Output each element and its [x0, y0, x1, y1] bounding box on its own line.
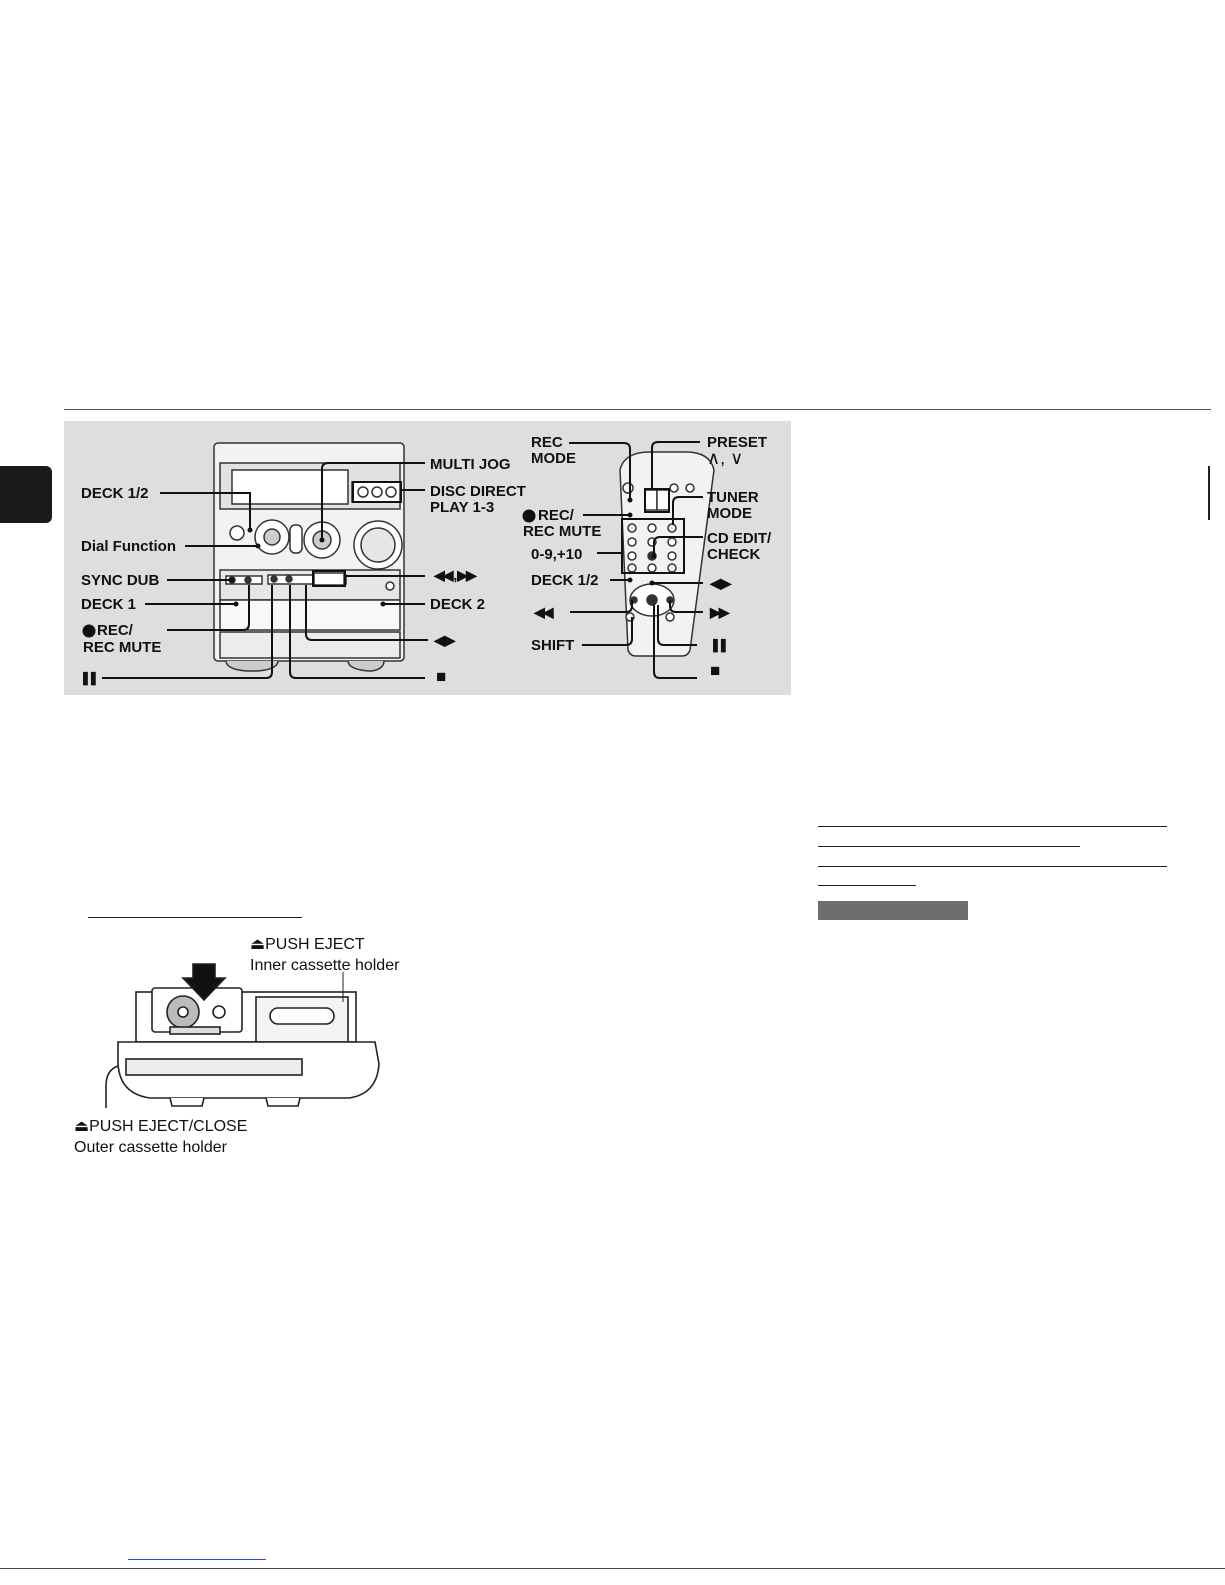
pause-remote-icon: ❚❚ — [710, 637, 726, 652]
text-line-1 — [818, 826, 1167, 827]
label-rec-remote-line2: REC MUTE — [523, 523, 602, 540]
label-tuner-mode-line1: TUNER — [707, 489, 759, 506]
label-deck2: DECK 2 — [430, 596, 486, 613]
record-dot-icon — [83, 625, 96, 638]
label-push-eject-close: ⏏PUSH EJECT/CLOSE — [74, 1118, 248, 1135]
label-rec-unit-line2: REC MUTE — [83, 639, 162, 656]
label-rec-remote-line1: REC/ — [538, 507, 574, 524]
text-line-2 — [818, 846, 1080, 847]
label-outer-holder: Outer cassette holder — [74, 1139, 227, 1156]
cassette-deck-illustration — [106, 964, 379, 1108]
record-dot-icon — [523, 510, 536, 523]
bottom-link-underline[interactable] — [128, 1559, 266, 1560]
rew-remote-icon: ◀◀ — [534, 604, 552, 620]
label-rec-mode-line2: MODE — [531, 450, 576, 467]
label-deck1: DECK 1 — [81, 596, 137, 613]
label-sync-dub: SYNC DUB — [81, 572, 160, 589]
label-deck12-remote: DECK 1/2 — [531, 572, 599, 589]
label-inner-holder: Inner cassette holder — [250, 957, 400, 974]
stereo-unit-illustration — [214, 443, 404, 671]
label-cd-edit-line2: CHECK — [707, 546, 761, 563]
label-tuner-mode-line2: MODE — [707, 505, 752, 522]
stop-remote-icon: ■ — [710, 661, 721, 680]
text-line-3 — [818, 866, 1167, 867]
label-dial-function: Dial Function — [81, 538, 176, 555]
ff-remote-icon: ▶▶ — [710, 604, 728, 620]
label-digits: 0-9,+10 — [531, 546, 583, 563]
highlight-bar — [818, 901, 968, 920]
cassette-heading-rule — [88, 917, 302, 918]
stop-unit-icon: ■ — [436, 667, 447, 686]
text-line-4 — [818, 885, 916, 886]
pause-unit-icon: ❚❚ — [80, 670, 96, 685]
label-preset-line2: ∧, ∨ — [707, 448, 744, 468]
label-preset-line1: PRESET — [707, 434, 768, 451]
play-direction-remote-icon: ◀ ▶ — [710, 575, 730, 591]
label-rew-ff-unit: ◀◀ , ▶▶ — [434, 567, 475, 583]
label-disc-direct-line2: PLAY 1-3 — [430, 499, 495, 516]
label-cd-edit-line1: CD EDIT/ — [707, 530, 772, 547]
label-multi-jog: MULTI JOG — [430, 456, 511, 473]
label-push-eject: ⏏PUSH EJECT — [250, 936, 365, 953]
label-rec-mode-line1: REC — [531, 434, 563, 451]
label-play-direction-unit: ◀ ▶ — [434, 632, 454, 648]
remote-control-illustration — [620, 452, 714, 656]
label-deck12-unit: DECK 1/2 — [81, 485, 149, 502]
label-disc-direct-line1: DISC DIRECT — [430, 483, 526, 500]
bottom-rule — [0, 1568, 1225, 1569]
label-shift: SHIFT — [531, 637, 575, 654]
label-rec-unit-line1: REC/ — [97, 622, 133, 639]
